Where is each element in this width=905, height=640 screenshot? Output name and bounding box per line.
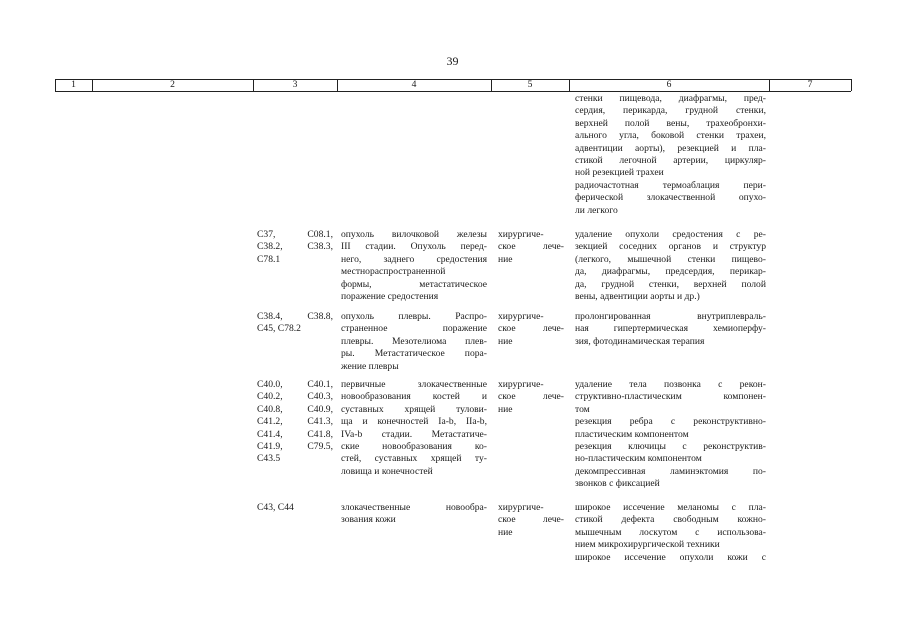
treatment-method-cell (575, 379, 766, 491)
cell-line: том (575, 403, 590, 415)
cell-line: C43, C44 (257, 502, 294, 513)
cell-line: нием микрохирургической техники (575, 539, 720, 551)
cell-line: C41.4, C41.8, (257, 428, 333, 440)
cell-line: да, грудной стенки, верхней полой (575, 278, 766, 290)
cell-line: C78.1 (257, 253, 281, 265)
cell-line: стенки пищевода, диафрагмы, пред- (575, 93, 766, 104)
cell-line: плевры. Мезотелиома плев- (341, 335, 487, 347)
cell-line: новообразования костей и (341, 391, 487, 403)
cell-line: страненное поражение (341, 323, 487, 335)
cell-line: ной резекцией трахеи (575, 167, 664, 179)
cell-line: хирургиче- (498, 379, 544, 390)
column-header: 3 (292, 79, 298, 90)
cell-line: C38.2, C38.3, (257, 241, 333, 253)
treatment-type-cell (498, 229, 564, 266)
cell-line: (легкого, мышечной стенки пищево- (575, 253, 766, 265)
page-number: 39 (446, 54, 459, 68)
column-divider (851, 79, 852, 91)
cell-line: злокачественные новообра- (341, 502, 487, 513)
cell-line: структивно-пластическим компонен- (575, 391, 766, 403)
cell-line: ское лече- (498, 514, 564, 526)
cell-line: ры. Метастатическое пора- (341, 348, 487, 360)
cell-line: ального угла, боковой стенки трахеи, (575, 130, 766, 142)
cell-line: стикой легочной артерии, циркуляр- (575, 154, 766, 166)
icd-code-cell (257, 229, 333, 266)
cell-line: пролонгированная внутриплевраль- (575, 311, 766, 322)
column-header: 2 (170, 79, 175, 90)
cell-line: C40.2, C40.3, (257, 391, 333, 403)
diagnosis-cell (341, 229, 487, 303)
cell-line: резекция ребра с реконструктивно- (575, 416, 766, 428)
cell-line: зования кожи (341, 514, 396, 526)
cell-line: ское лече- (498, 323, 564, 335)
cell-line: хирургиче- (498, 229, 544, 240)
cell-line: зия, фотодинамическая терапия (575, 335, 705, 347)
cell-line: широкое иссечение меланомы с пла- (575, 502, 766, 513)
cell-line: пластическим компонентом (575, 428, 689, 440)
cell-line: удаление тела позвонка с рекон- (575, 379, 766, 390)
cell-line: ское лече- (498, 391, 564, 403)
cell-line: ща и конечностей Ia-b, IIa-b, (341, 416, 487, 428)
cell-line: ское лече- (498, 241, 564, 253)
cell-line: ли легкого (575, 204, 618, 216)
cell-line: опухоль вилочковой железы (341, 229, 487, 240)
column-header: 4 (411, 79, 417, 90)
cell-line: жение плевры (341, 360, 399, 372)
icd-code-cell (257, 502, 333, 514)
cell-line: ние (498, 526, 513, 538)
cell-line: ферической злокачественной опухо- (575, 192, 766, 204)
cell-line: резекция ключицы с реконструктив- (575, 440, 766, 452)
cell-line: стей, суставных хрящей ту- (341, 453, 487, 465)
cell-line: первичные злокачественные (341, 379, 487, 390)
cell-line: радиочастотная термоаблация пери- (575, 179, 766, 191)
cell-line: вены, адвентиции аорты и др.) (575, 290, 700, 302)
column-header: 1 (71, 79, 76, 90)
cell-line: широкое иссечение опухоли кожи с (575, 551, 766, 563)
cell-line: да, диафрагмы, предсердия, перикар- (575, 266, 766, 278)
column-header: 7 (807, 79, 813, 90)
cell-line: адвентиции аорты), резекцией и пла- (575, 142, 766, 154)
cell-line: ские новообразования ко- (341, 440, 487, 452)
cell-line: ние (498, 253, 513, 265)
cell-line: C43.5 (257, 453, 281, 465)
treatment-type-cell (498, 502, 564, 539)
cell-line: C41.9, C79.5, (257, 440, 333, 452)
column-header: 5 (527, 79, 533, 90)
cell-line: сердия, перикарда, грудной стенки, (575, 105, 766, 117)
cell-line: суставных хрящей тулови- (341, 403, 487, 415)
cell-line: хирургиче- (498, 311, 544, 322)
treatment-type-cell (498, 379, 564, 416)
treatment-method-cell (575, 93, 766, 217)
cell-line: C40.0, C40.1, (257, 379, 333, 390)
treatment-method-cell (575, 502, 766, 564)
cell-line: мышечным лоскутом с использова- (575, 526, 766, 538)
cell-line: стикой дефекта свободным кожно- (575, 514, 766, 526)
table-header-rule (55, 91, 851, 92)
cell-line: C40.8, C40.9, (257, 403, 333, 415)
cell-line: верхней полой вены, трахеобронхи- (575, 117, 766, 129)
cell-line: хирургиче- (498, 502, 544, 513)
cell-line: него, заднего средостения (341, 253, 487, 265)
diagnosis-cell (341, 502, 487, 527)
cell-line: C45, C78.2 (257, 323, 301, 335)
cell-line: формы, метастатическое (341, 278, 487, 290)
cell-line: опухоль плевры. Распро- (341, 311, 487, 322)
cell-line: IVa-b стадии. Метастатиче- (341, 428, 487, 440)
icd-code-cell (257, 379, 333, 466)
cell-line: местнораспространенной (341, 266, 446, 278)
cell-line: декомпрессивная ламинэктомия по- (575, 465, 766, 477)
cell-line: C38.4, C38.8, (257, 311, 333, 322)
cell-line: ловища и конечностей (341, 465, 433, 477)
treatment-method-cell (575, 229, 766, 303)
cell-line: удаление опухоли средостения с ре- (575, 229, 766, 240)
cell-line: ная гипертермическая хемиоперфу- (575, 323, 766, 335)
cell-line: C37, C08.1, (257, 229, 333, 240)
cell-line: но-пластическим компонентом (575, 453, 702, 465)
cell-line: зекцией соседних органов и структур (575, 241, 766, 253)
column-header: 6 (666, 79, 672, 90)
diagnosis-cell (341, 379, 487, 478)
treatment-type-cell (498, 311, 564, 348)
cell-line: ние (498, 403, 513, 415)
icd-code-cell (257, 311, 333, 336)
treatment-method-cell (575, 311, 766, 348)
cell-line: III стадии. Опухоль перед- (341, 241, 487, 253)
diagnosis-cell (341, 311, 487, 373)
cell-line: ние (498, 335, 513, 347)
cell-line: поражение средостения (341, 290, 439, 302)
cell-line: звонков с фиксацией (575, 478, 660, 490)
cell-line: C41.2, C41.3, (257, 416, 333, 428)
